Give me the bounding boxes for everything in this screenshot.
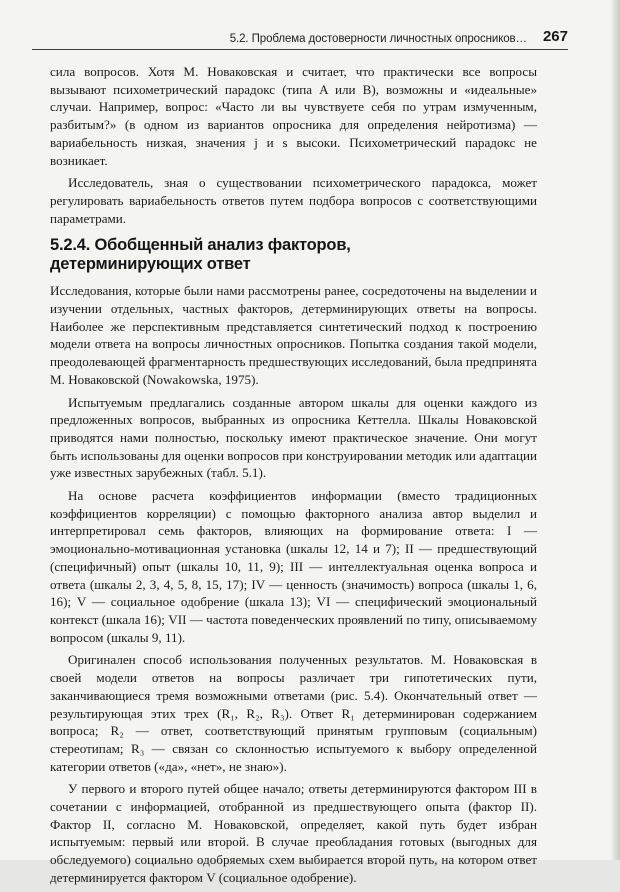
paragraph-continuation: сила вопросов. Хотя М. Новаковская и считает, что практически все вопросы вызывают психометрический парадокс (типа A или B), возможны и «идеальные» случаи. Например, вопрос: «Часто ли вы чувствуете себя по утрам измученным, разбитым?» (в одном из вариантов опросника для определения нейротизма) — вариабельность низкая, значения j и s высоки. Психометрический парадокс не возникает. [50, 64, 537, 168]
section-heading-line: детерминирующих ответ [50, 255, 251, 274]
section-heading-line: 5.2.4. Обобщенный анализ факторов, [50, 236, 351, 255]
page-body [50, 63, 537, 892]
page-header [32, 24, 568, 50]
section-heading [50, 236, 537, 274]
page-edge-shadow [610, 0, 620, 860]
paragraph: На основе расчета коэффициентов информации (вместо традиционных коэффициентов корреляции) с помощью факторного анализа автор выделил и интерпретировал семь факторов, влияющих на формирование ответа: I — эмоционально-мотивационная установка (шкалы 12, 14 и 7); II — предшествующий (специфичный) опыт (шкалы 10, 11, 9); III — интеллектуальная оценка вопроса и ответа (шкалы 2, 3, 4, 5, 8, 15, 17); IV — ценность (значимость) вопроса (шкалы 1, 6, 16); V — социальное одобрение (шкала 13); VI — специфический эмоциональный контекст (шкала 16); VII — частота поведенческих проявлений по типу, описываемому вопросом (шкалы 9, 11). [50, 488, 537, 645]
paragraph: У первого и второго путей общее начало; ответы детерминируются фактором III в сочетании с информацией, отобранной из предшествующего опыта (фактор II). Фактор II, согласно М. Новаковской, определяет, какой путь будет избран испытуемым: первый или второй. В случае преобладания готовых (выгодных для обследуемого) социально одобряемых схем выбирается второй путь, на котором ответ детерминируется фактором V (социальное одобрение). [50, 781, 537, 885]
paragraph: Оригинален способ использования полученных результатов. М. Новаковская в своей модели ответов на вопросы различает три гипотетических пути, заканчивающиеся тремя возможными ответами (рис. 5.4). Окончательный ответ — результирующая этих трех (R₁, R₂, R₃). Ответ R₁ детерминирован содержанием вопроса; R₂ — ответ, соответствующий принятым групповым (социальным) стереотипам; R₃ — связан со склонностью испытуемого к выбору определенной категории ответов («да», «нет», не знаю»). [50, 652, 537, 774]
paragraph: Исследования, которые были нами рассмотрены ранее, сосредоточены на выделении и изучении отдельных, частных факторов, детерминирующих ответы на вопросы. Наиболее же перспективным представляется синтетический подход к построению модели ответа на вопросы личностных опросников. Попытка создания такой модели, преодолевающей фрагментарность предшествующих исследований, была предпринята М. Новаковской (Nowakowska, 1975). [50, 283, 537, 387]
paragraph: Испытуемым предлагались созданные автором шкалы для оценки каждого из предложенных вопросов, выбранных из опросника Кеттелла. Шкалы Новаковской приводятся нами полностью, поскольку имеют практическое значение. Они могут быть использованы для оценки вопросов при конструировании методик или адаптации уже известных зарубежных (табл. 5.1). [50, 394, 537, 481]
running-head: 5.2. Проблема достоверности личностных опросников… [229, 33, 527, 45]
paragraph: Исследователь, зная о существовании психометрического парадокса, может регулировать вариабельность ответов путем подбора вопросов с соответствующими параметрами. [50, 175, 537, 226]
page-number: 267 [542, 28, 568, 45]
